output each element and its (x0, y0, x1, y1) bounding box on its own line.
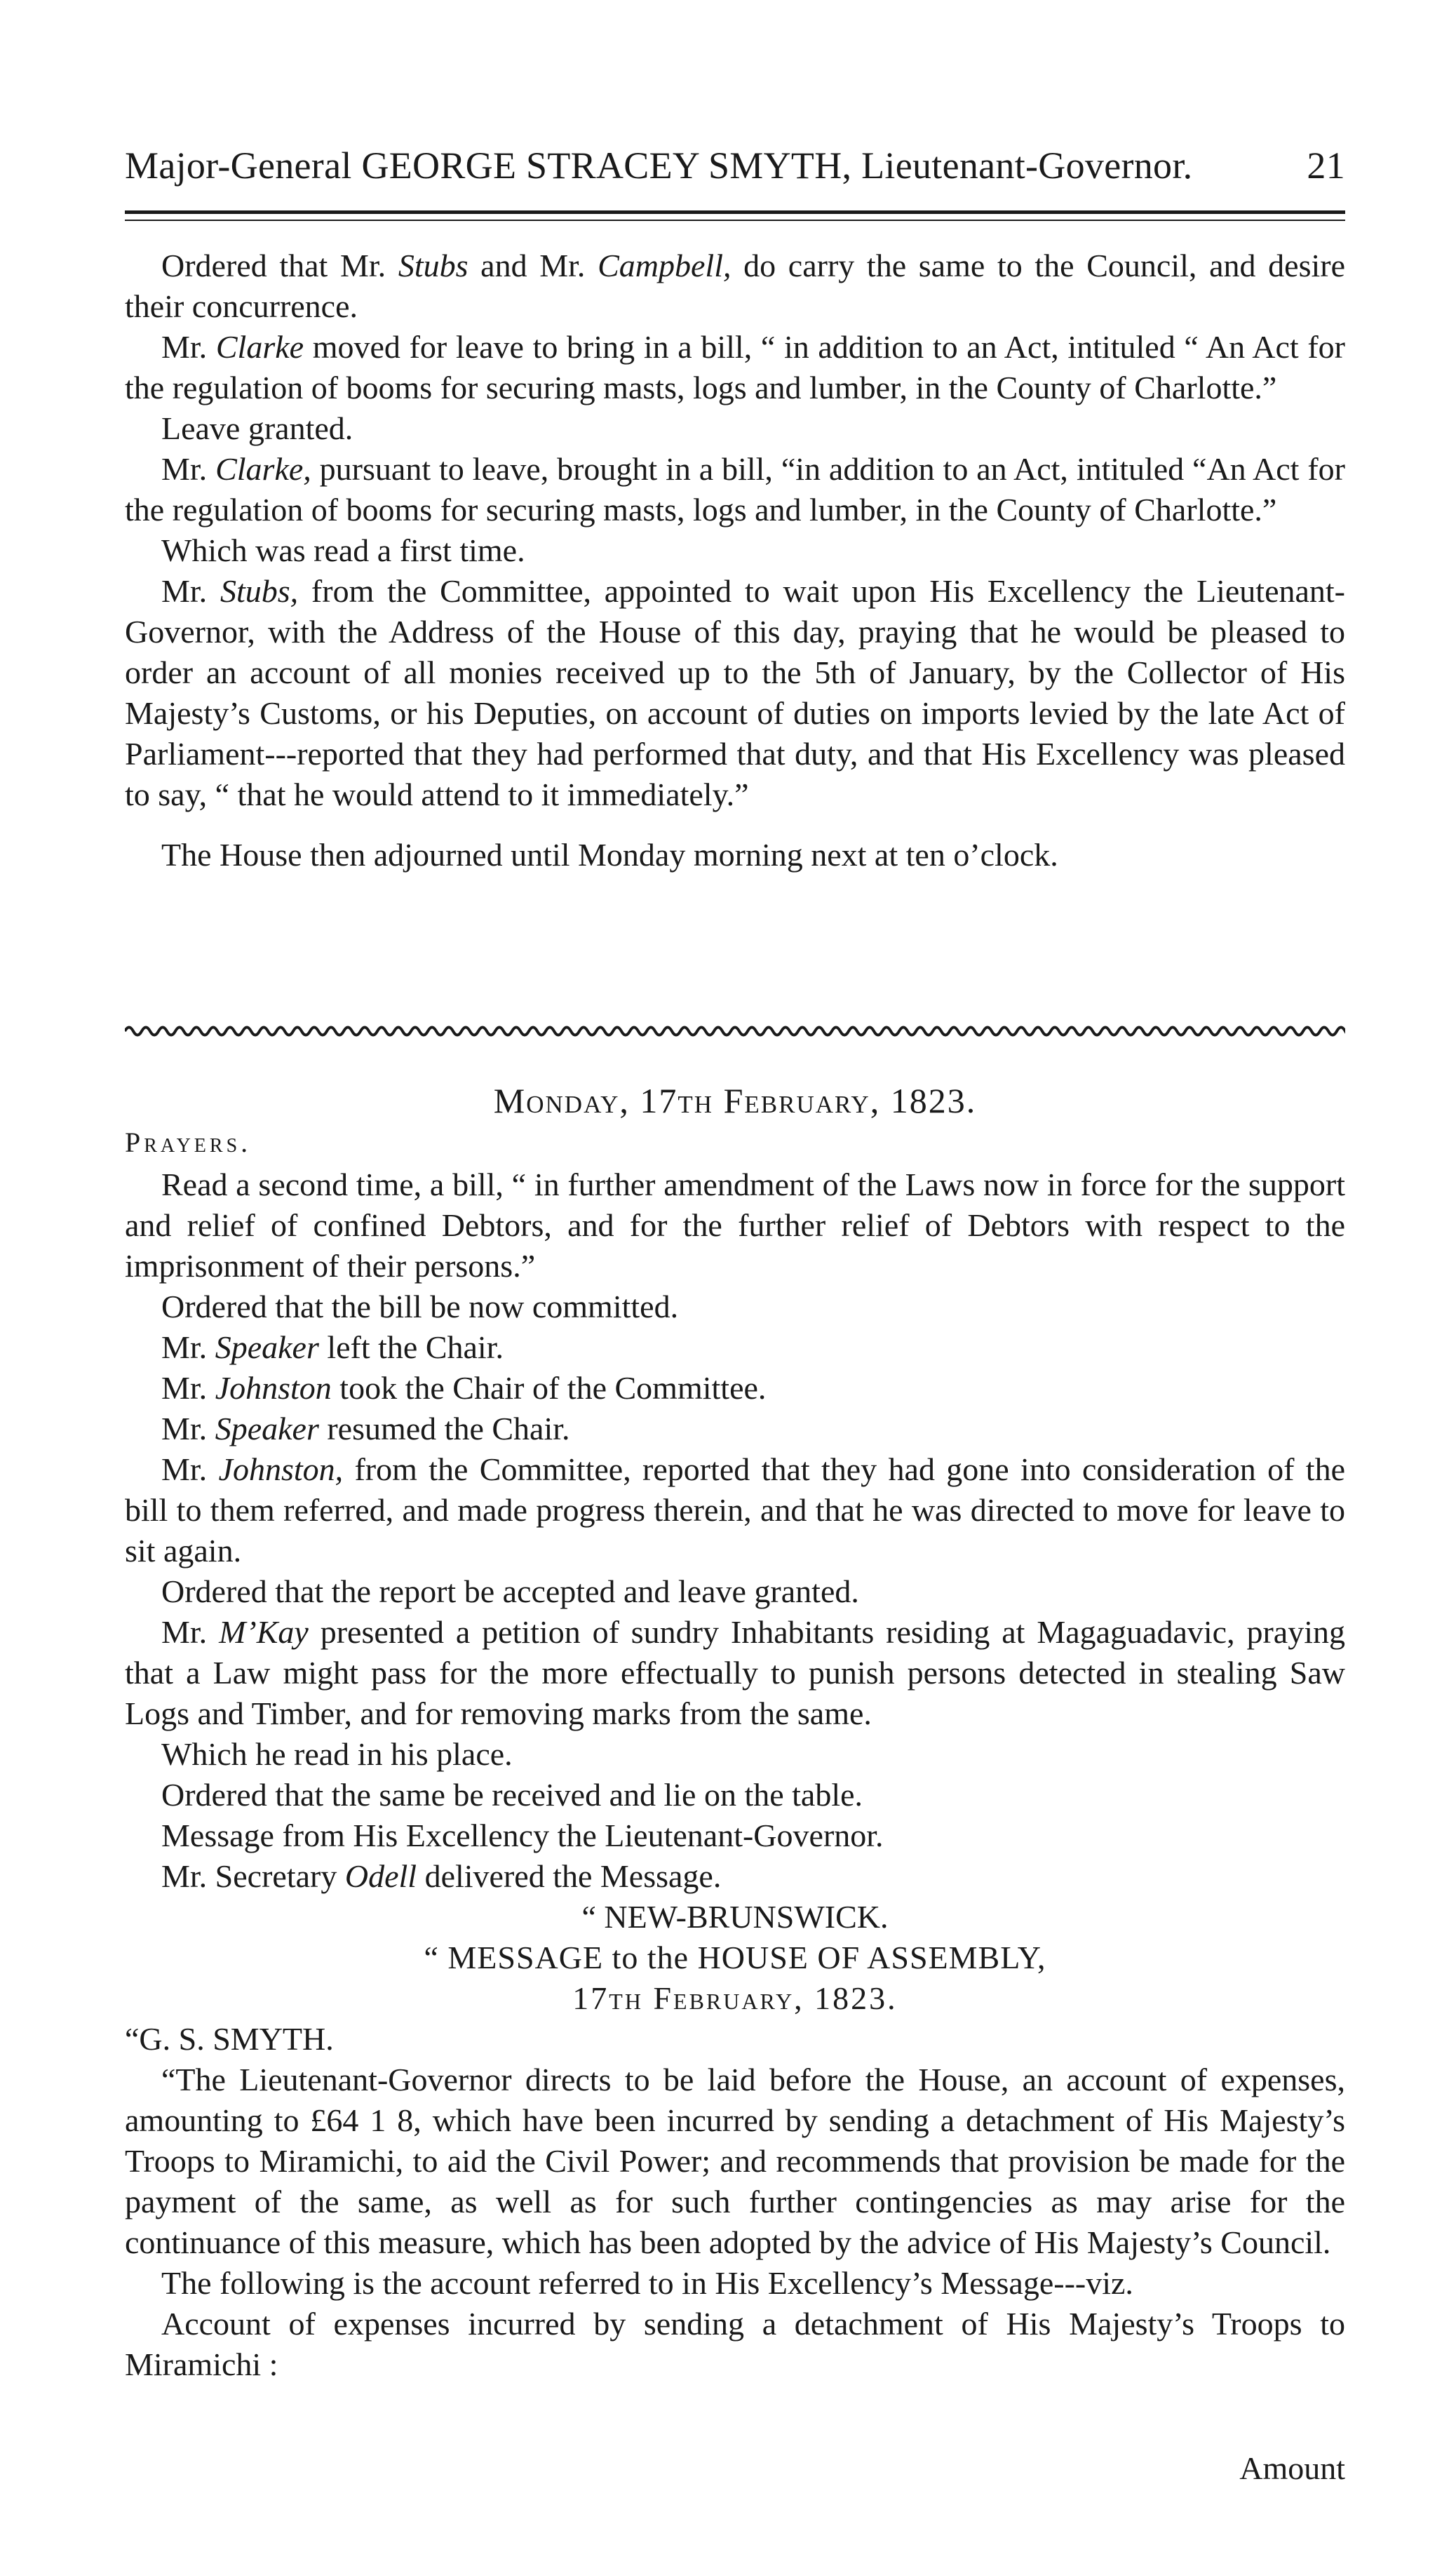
paragraph (125, 449, 1345, 530)
text-run: Which he read in his place. (161, 1736, 513, 1772)
proceedings-section-1 (125, 246, 1345, 875)
paragraph (125, 530, 1345, 571)
proceedings-section-2 (125, 1164, 1345, 1897)
text-run: Mr. (161, 1329, 215, 1365)
italic-name: Speaker (215, 1329, 319, 1365)
text-run: The House then adjourned until Monday morning next at ten o’clock. (161, 837, 1058, 873)
header-office: Lieutenant-Governor. (861, 145, 1193, 187)
prayers-label: Prayers. (125, 1127, 252, 1158)
paragraph (125, 1287, 1345, 1327)
italic-name: Odell (344, 1858, 417, 1894)
paragraph (125, 2060, 1345, 2263)
text-run: Ordered that the same be received and lie on the table. (161, 1777, 863, 1813)
message-signature: “G. S. SMYTH. (125, 2021, 334, 2057)
text-run: Ordered that Mr. (161, 248, 398, 283)
text-run: left the Chair. (318, 1329, 504, 1365)
section-divider (125, 1021, 1345, 1042)
paragraph (125, 1368, 1345, 1409)
message-body (125, 2060, 1345, 2385)
text-run: pursuant to leave, brought in a bill, “in addition to an Act, intituled “An Act for the regulation of booms for securing masts, logs and lumber, in the County of Charlotte.” (125, 451, 1345, 528)
paragraph (125, 408, 1345, 449)
italic-name: Clarke, (215, 451, 311, 487)
text-run: Mr. (161, 573, 220, 609)
message-title: “ MESSAGE to the HOUSE OF ASSEMBLY, (424, 1940, 1046, 1975)
running-header (125, 144, 1345, 187)
italic-name: Stubs, (220, 573, 299, 609)
text-run: resumed the Chair. (318, 1411, 570, 1446)
text-run: Mr. (161, 1451, 219, 1487)
paragraph-gap (125, 815, 1345, 835)
text-run: from the Committee, appointed to wait upon His Excellency the Lieutenant-Governor, with the Address of the House of this day, praying that he would be pleased to order an account of all monies received up to the 5th of January, by the Collector of His Majesty’s Customs, or his Deputies, on account of duties on imports levied by the late Act of Parliament---reported that they had performed that duty, and that His Excellency was pleased to say, “ that he would attend to it immediately.” (125, 573, 1346, 812)
paragraph (125, 246, 1345, 327)
italic-name: Johnston (215, 1370, 332, 1406)
italic-name: M’Kay (219, 1614, 309, 1650)
paragraph (125, 835, 1345, 875)
text-run: Account of expenses incurred by sending a detachment of His Majesty’s Troops to Miramichi : (125, 2306, 1345, 2382)
message-header (125, 1897, 1345, 2060)
paragraph (125, 2263, 1345, 2304)
paragraph (125, 1815, 1345, 1856)
text-run: Which was read a first time. (161, 532, 525, 568)
italic-name: Stubs (398, 248, 469, 283)
paragraph (125, 1164, 1345, 1287)
paragraph (125, 1734, 1345, 1775)
header-rule-thick (125, 210, 1345, 214)
text-run: delivered the Message. (417, 1858, 722, 1894)
text-run: do carry the same to the Council, and desire their concurrence. (125, 248, 1345, 324)
header-rule-thin (125, 220, 1345, 221)
paragraph (125, 1409, 1345, 1449)
paragraph (125, 1327, 1345, 1368)
amount-column-label: Amount (1239, 2450, 1345, 2486)
text-run: and Mr. (468, 248, 598, 283)
paragraph (125, 1571, 1345, 1612)
italic-name: Speaker (215, 1411, 319, 1446)
text-run: presented a petition of sundry Inhabitants residing at Magaguadavic, praying that a Law might pass for the more effectually to punish persons detected in stealing Saw Logs and Timber, and for removing marks from the same. (125, 1614, 1345, 1731)
text-run: Mr. (161, 329, 216, 365)
paragraph (125, 1612, 1345, 1734)
text-run: moved for leave to bring in a bill, “ in addition to an Act, intituled “ An Act for the regulation of booms for securing masts, logs and lumber, in the County of Charlotte.” (125, 329, 1345, 405)
italic-name: Clarke (215, 329, 304, 365)
paragraph (125, 571, 1345, 815)
paragraph (125, 2304, 1345, 2385)
text-run: Leave granted. (161, 410, 353, 446)
text-run: took the Chair of the Committee. (331, 1370, 767, 1406)
message-province: “ NEW-BRUNSWICK. (581, 1899, 889, 1935)
paragraph (125, 327, 1345, 408)
message-date: 17th February, 1823. (572, 1980, 898, 2016)
text-run: Mr. Secretary (161, 1858, 345, 1894)
text-run: Ordered that the report be accepted and leave granted. (161, 1573, 859, 1609)
text-run: Mr. (161, 1614, 220, 1650)
italic-name: Johnston, (218, 1451, 344, 1487)
paragraph (125, 1856, 1345, 1897)
text-run: Mr. (161, 451, 216, 487)
header-title (125, 144, 1192, 187)
paragraph (125, 1449, 1345, 1571)
italic-name: Campbell, (598, 248, 732, 283)
text-run: Message from His Excellency the Lieutenant-Governor. (161, 1818, 884, 1853)
paragraph (125, 1775, 1345, 1815)
text-run: Mr. (161, 1411, 215, 1446)
text-run: from the Committee, reported that they had gone into consideration of the bill to them referred, and made progress therein, and that he was directed to move for leave to sit again. (125, 1451, 1345, 1569)
text-run: Mr. (161, 1370, 215, 1406)
text-run: Ordered that the bill be now committed. (161, 1289, 679, 1324)
sitting-date-heading: Monday, 17th February, 1823. (493, 1081, 977, 1120)
header-prefix: Major-General (125, 145, 352, 187)
text-run: The following is the account referred to in His Excellency’s Message---viz. (161, 2265, 1133, 2301)
header-name: GEORGE STRACEY SMYTH, (361, 145, 852, 187)
text-run: “The Lieutenant-Governor directs to be laid before the House, an account of expenses, amounting to £64 1 8, which have been incurred by sending a detachment of His Majesty’s Troops to Miramichi, to aid the Civil Power; and recommends that provision be made for the payment of the same, as well as for such further contingencies as may arise for the continuance of this measure, which has been adopted by the advice of His Majesty’s Council. (125, 2062, 1345, 2260)
page-number: 21 (1307, 145, 1345, 187)
text-run: Read a second time, a bill, “ in further amendment of the Laws now in force for the support and relief of confined Debtors, and for the further relief of Debtors with respect to the imprisonment of their persons.” (125, 1167, 1345, 1284)
